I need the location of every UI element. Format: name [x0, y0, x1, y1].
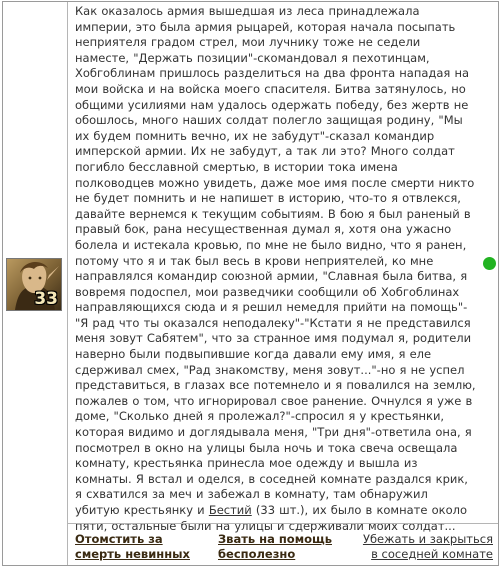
online-status-icon: [483, 257, 496, 270]
revenge-action-link[interactable]: Отомстить за смерть невинных: [75, 532, 190, 561]
character-avatar: [6, 258, 62, 311]
dialog-frame: [2, 1, 499, 566]
story-text-part1: Как оказалось армия вышедшая из леса принадлежала империи, это была армия рыцарей, которая начала посыпать неприятеля градом стрел, мои лучнику тоже не седели наместе, "Держать позиции"-скомандовал я пехотинцам, Хобгоблинам пришлось разделиться на два фронта нападая на мои войска и на войска моего спасителя. Битва затянулось, но общими усилиями нам удалось одержать победу, без жертв не обошлось, много наших солдат полегло защищая родину, "Мы их будем помнить вечно, их не забудут"-сказал командир имперской армии. Их не забудут, а так ли это? Много солдат погибло бесславной смертью, в истории тока имена полководцев можно увидеть, даже мое имя после смерти никто не будет помнить и не напишет в историю, что-то я отвлекся, давайте вернемся к текущим событиям. В бою я был раненый в правый бок, рана несущественная думал я, хотя она ужасно болела и истекала кровью, по мне не было видно, что я ранен, потому что я и так был весь в крови неприятелей, ко мне направлялся командир союзной армии, "Славная была битва, я вовремя подоспел, мои разведчики сообщили об Хобгоблинах направляющихся сюда и я решил немедля прийти на помощь"-"Я рад что ты оказался неподалеку"-"Кстати я не представился меня зовут Сабятем", что за странное имя подумал я, родители наверно были подвыпившие когда давали ему имя, я еле сдерживал смех, "Рад знакомству, меня зовут..."-но я не успел представиться, в глазах все потемнело и я повалился на землю, пожалев о том, что игнорировал свое ранение. Очнулся я уже в доме, "Сколько дней я пролежал?"-спросил я у крестьянки, которая видимо и доглядывала меня, "Три дня"-ответила она, я посмотрел в окно на улицы была ночь и тока свеча освещала комнату, крестьянка принесла мое одежду и вышла из комнаты. Я встал и оделся, в соседней комнате раздался крик, я схватился за меч и забежал в комнату, там обнаружил убитую крестьянку и: [75, 4, 476, 517]
level-badge: 33: [34, 289, 58, 309]
story-text: [75, 4, 476, 534]
status-column: [480, 2, 498, 523]
story-text-part2: (33 шт.), их было в комнате около пяти, остальные были на улицы и сдерживали моих солдат...: [75, 503, 467, 533]
call-help-action-link[interactable]: Звать на помощь бесполезно: [218, 532, 332, 561]
avatar-column: [3, 2, 68, 565]
story-panel: [68, 2, 480, 533]
monster-link[interactable]: Бестий: [208, 503, 252, 517]
flee-action-link[interactable]: Убежать и закрыться в соседней комнате: [362, 532, 493, 561]
action-bar: [68, 523, 498, 565]
